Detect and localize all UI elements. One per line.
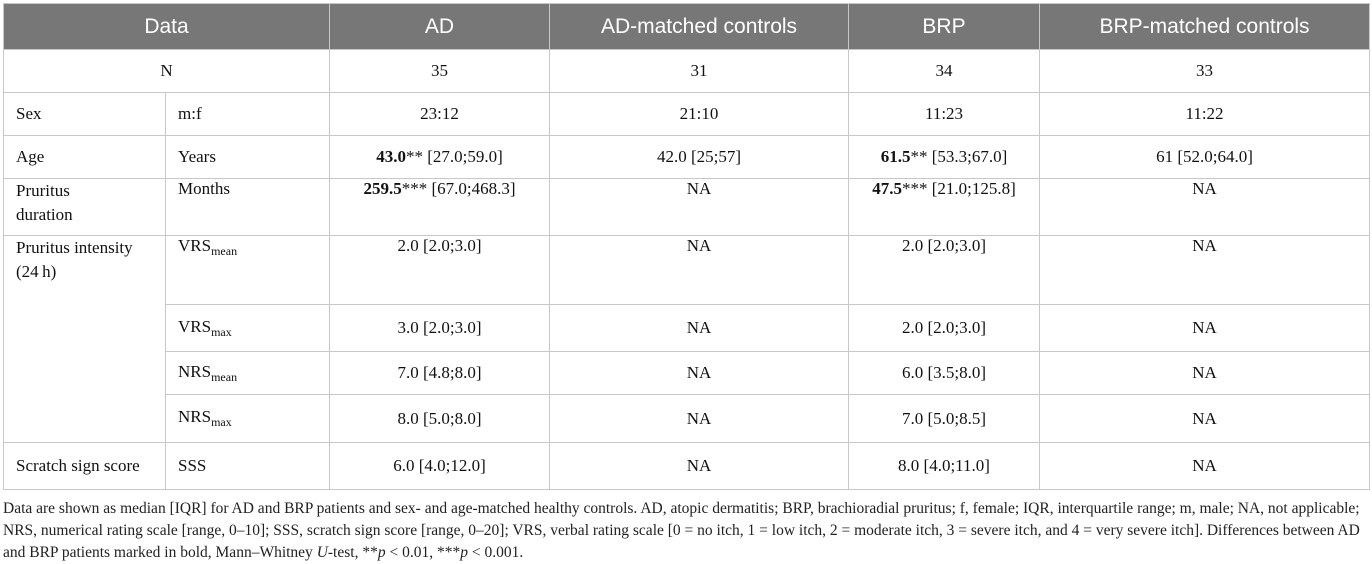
cell-ad: 7.0 [4.8;8.0] (330, 352, 550, 395)
cell-ad: 8.0 [5.0;8.0] (330, 395, 550, 443)
table-row (4, 93, 1370, 136)
table-row (4, 443, 1370, 490)
row-sublabel (166, 236, 330, 305)
cell-brp-controls: NA (1040, 395, 1370, 443)
cell-brp-controls: NA (1040, 236, 1370, 305)
cell-brp-controls: NA (1040, 352, 1370, 395)
cell-brp: 8.0 [4.0;11.0] (849, 443, 1040, 490)
row-sublabel: Months (166, 179, 330, 236)
cell-ad: 3.0 [2.0;3.0] (330, 305, 550, 352)
footnote-text: < 0.001. (467, 544, 524, 561)
table-row (4, 236, 1370, 305)
cell-brp: 2.0 [2.0;3.0] (849, 305, 1040, 352)
iqr-value: [21.0;125.8] (927, 179, 1016, 198)
cell-ad: 6.0 [4.0;12.0] (330, 443, 550, 490)
cell-brp: 6.0 [3.5;8.0] (849, 352, 1040, 395)
footnote-italic: U (316, 544, 328, 561)
measure-subscript: max (211, 324, 232, 339)
row-sublabel: Years (166, 136, 330, 179)
row-label: Sex (4, 93, 166, 136)
header-ad-controls: AD-matched controls (550, 4, 849, 50)
cell-brp-controls: 11:22 (1040, 93, 1370, 136)
iqr-value: [67.0;468.3] (427, 179, 516, 198)
header-data: Data (4, 4, 330, 50)
cell-ad: 2.0 [2.0;3.0] (330, 236, 550, 305)
header-ad: AD (330, 4, 550, 50)
iqr-value: [53.3;67.0] (927, 147, 1008, 166)
measure-name: VRS (178, 236, 212, 255)
cell-brp: 2.0 [2.0;3.0] (849, 236, 1040, 305)
footnote-italic: p (460, 544, 468, 561)
cell-brp-controls: NA (1040, 305, 1370, 352)
row-sublabel (166, 395, 330, 443)
cell-ad: 35 (330, 50, 550, 93)
cell-ad (330, 136, 550, 179)
cell-brp (849, 136, 1040, 179)
row-label (4, 236, 166, 443)
label-line: Pruritus (16, 181, 70, 200)
measure-name: NRS (178, 361, 212, 381)
table-row (4, 305, 1370, 352)
label-line: duration (16, 205, 73, 224)
table-row (4, 136, 1370, 179)
table-row (4, 179, 1370, 236)
cell-ad-controls: NA (550, 395, 849, 443)
cell-ad-controls: NA (550, 443, 849, 490)
header-brp-controls: BRP-matched controls (1040, 4, 1370, 50)
header-brp: BRP (849, 4, 1040, 50)
cell-brp (849, 179, 1040, 236)
bold-value: 61.5 (880, 147, 911, 166)
significance-mark: ** (910, 147, 928, 166)
row-sublabel: SSS (166, 443, 330, 490)
row-sublabel: m:f (166, 93, 330, 136)
cell-brp-controls: NA (1040, 443, 1370, 490)
cell-brp: 7.0 [5.0;8.5] (849, 395, 1040, 443)
row-label (4, 179, 166, 236)
footnote-text: Data are shown as median [IQR] for AD and BRP patients and sex- and age-matched healthy controls. AD, atopic dermatitis; BRP, brachioradial pruritus; f, female; IQR, interquartile range; m, male; NA, not applicable; NRS, numerical rating scale [range, 0–10]; SSS, scratch sign score [range, 0–20]; VRS, verbal rating scale [0 = no itch, 1 = low itch, 2 = moderate itch, 3 = severe itch, and 4 = very severe itch]. Differences between AD and BRP patients marked in bold, Mann–Whitney (3, 500, 1360, 561)
header-row (4, 4, 1370, 50)
cell-ad (330, 179, 550, 236)
cell-brp-controls: NA (1040, 179, 1370, 236)
bold-value: 43.0 (376, 147, 406, 166)
row-sublabel (166, 305, 330, 352)
cell-ad-controls: 42.0 [25;57] (550, 136, 849, 179)
bold-value: 47.5 (872, 179, 902, 198)
cell-ad: 23:12 (330, 93, 550, 136)
footnote-italic: p (377, 544, 386, 561)
cell-brp-controls: 61 [52.0;64.0] (1040, 136, 1370, 179)
footnote-text: -test, ** (327, 544, 378, 561)
table-container (3, 3, 1369, 564)
table-row (4, 395, 1370, 443)
label-line: Pruritus intensity (16, 238, 133, 257)
cell-ad-controls: NA (550, 305, 849, 352)
iqr-value: [27.0;59.0] (422, 147, 503, 166)
bold-value: 259.5 (363, 179, 402, 198)
measure-name: VRS (178, 316, 212, 336)
data-table (3, 3, 1370, 490)
significance-mark: *** (901, 179, 928, 198)
cell-ad-controls: NA (550, 236, 849, 305)
significance-mark: *** (401, 179, 428, 198)
footnote-text: < 0.01, *** (385, 544, 461, 561)
row-sublabel (166, 352, 330, 395)
cell-ad-controls: 31 (550, 50, 849, 93)
cell-ad-controls: NA (550, 179, 849, 236)
measure-subscript: mean (211, 369, 238, 384)
cell-ad-controls: NA (550, 352, 849, 395)
cell-brp-controls: 33 (1040, 50, 1370, 93)
table-row (4, 352, 1370, 395)
row-label: Age (4, 136, 166, 179)
measure-subscript: max (211, 415, 232, 429)
label-line: (24 h) (16, 262, 57, 281)
measure-name: NRS (178, 407, 212, 426)
significance-mark: ** (405, 147, 423, 166)
cell-brp: 11:23 (849, 93, 1040, 136)
row-label: N (4, 50, 330, 93)
table-row (4, 50, 1370, 93)
row-label: Scratch sign score (4, 443, 166, 490)
measure-subscript: mean (211, 244, 238, 258)
cell-brp: 34 (849, 50, 1040, 93)
table-footnote (3, 498, 1369, 564)
cell-ad-controls: 21:10 (550, 93, 849, 136)
